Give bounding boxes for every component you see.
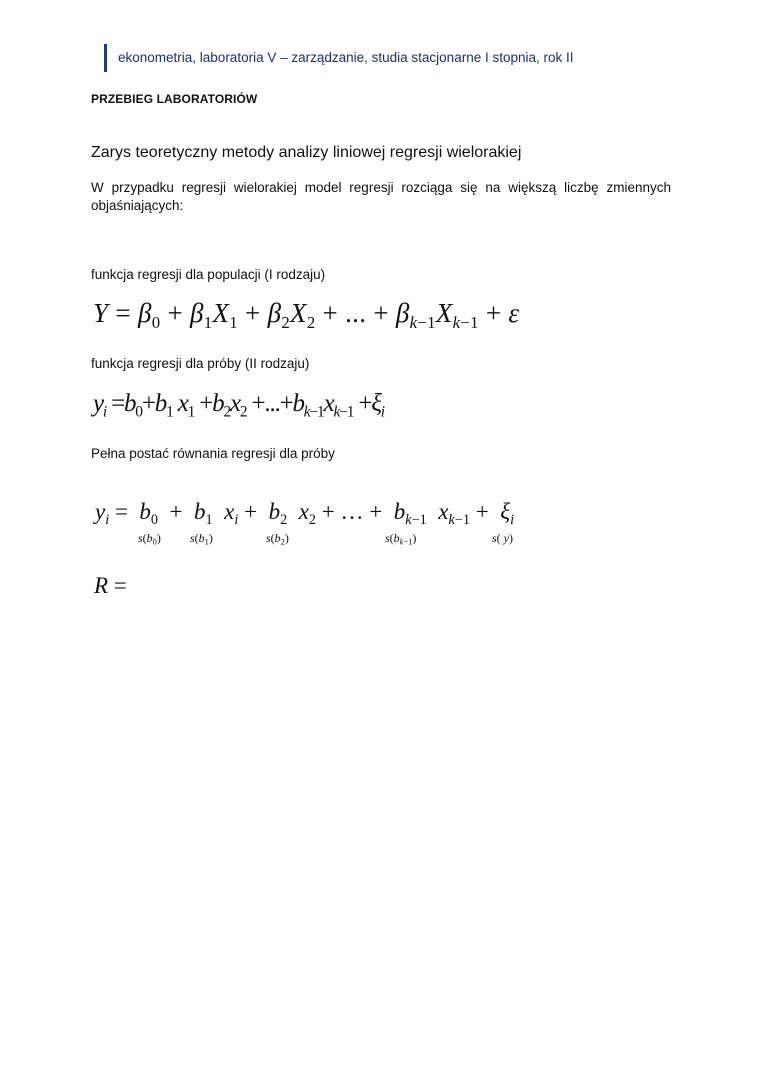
- page-title: Zarys teoretyczny metody analizy liniowej regresji wielorakiej: [91, 144, 522, 161]
- intro-paragraph: W przypadku regresji wielorakiej model regresji rozciąga się na większą liczbę zmiennych objaśniających:: [91, 180, 671, 213]
- population-label: funkcja regresji dla populacji (I rodzaju): [91, 267, 326, 282]
- std-error-y: s( y): [492, 531, 513, 545]
- sample-equation: $y_i =b_0+b_1$ $x_1 +b_2x_2 +...+b_{k-1}x_{k-1} +\xi_i$: [93, 390, 384, 421]
- running-header: ekonometria, laboratoria V – zarządzanie, studia stacjonarne I stopnia, rok II: [118, 50, 574, 65]
- population-equation: $Y = \beta_0 + \beta_1X_1 + \beta_2X_2$ + ... + $\beta_{k-1}X_{k-1} + \varepsilon$: [93, 298, 520, 332]
- section-label: PRZEBIEG LABORATORIÓW: [91, 92, 258, 106]
- correlation-equation: R =: [94, 573, 127, 598]
- std-error-b1: $s(b_1)$: [190, 531, 213, 547]
- std-error-b0: $s(b_0)$: [138, 531, 161, 547]
- sample-label: funkcja regresji dla próby (II rodzaju): [91, 356, 310, 371]
- header-accent-bar: [104, 44, 107, 72]
- std-error-b2: $s(b_2)$: [266, 531, 289, 547]
- full-form-label: Pełna postać równania regresji dla próby: [91, 446, 335, 461]
- full-form-equation: $y_i = b_0 + b_1$ $x_i + b_2$ $x_2$ + … + $b_{k-1}$ $x_{k-1} + \xi_i$: [95, 499, 515, 528]
- std-error-bk-1: $s(b_{k-1})$: [385, 531, 417, 547]
